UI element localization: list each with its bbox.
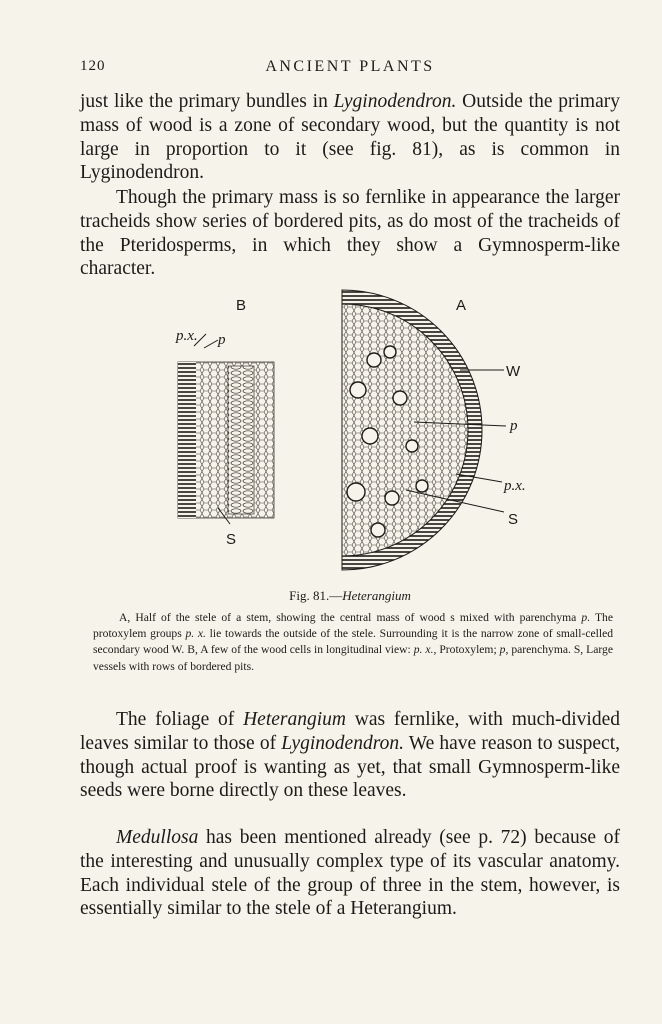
page-number: 120 bbox=[80, 58, 106, 74]
caption-italic-b: p. bbox=[581, 611, 591, 624]
p3-text-c: was fernlike, with much-divided leaves similar to those of bbox=[80, 709, 620, 754]
p3-italic-heterangium: Heterangium bbox=[243, 709, 346, 730]
caption-text-g: Protoxylem; bbox=[436, 643, 500, 657]
paragraph-4 bbox=[80, 826, 620, 921]
page-header bbox=[80, 58, 620, 82]
p4-text-b: has been mentioned already (see p. 72) because of the interesting and unusually complex type of its vascular anatomy. Each individual stele of the group of three in the stem, however, is essentially similar to the stele of a Heterangium. bbox=[80, 827, 620, 920]
paragraph-1 bbox=[80, 90, 620, 185]
caption-genus-name: Heterangium bbox=[342, 588, 411, 603]
p4-italic-medullosa: Medullosa bbox=[116, 827, 199, 848]
figure-caption-body bbox=[93, 610, 613, 675]
figure-label-b: B bbox=[236, 297, 247, 314]
figure-b-label-p: p bbox=[218, 332, 226, 348]
caption-text-c: The protoxylem groups bbox=[93, 611, 613, 641]
p3-italic-lyginodendron: Lyginodendron. bbox=[281, 732, 404, 754]
caption-italic-f: p. x., bbox=[413, 643, 437, 657]
figure-label-w: W bbox=[506, 363, 521, 380]
figure-b-label-s: S bbox=[226, 531, 237, 548]
figure-81-illustration bbox=[170, 286, 550, 586]
p3-text-e: We have reason to suspect, though actual proof is wanting as yet, that small Gymnosperm-like seeds were borne directly on these leaves. bbox=[80, 732, 621, 802]
caption-text-i: parenchyma. S, Large vessels with rows of bordered pits. bbox=[93, 643, 614, 673]
p1-text-a: just like the primary bundles in bbox=[80, 91, 334, 112]
figure-b-label-px: p.x. bbox=[176, 328, 198, 344]
running-title: ANCIENT PLANTS bbox=[265, 58, 435, 75]
p2-text: Though the primary mass is so fernlike in appearance the larger tracheids show series of bordered pits, as do most of the tracheids of the Pteridosperms, in which they show a Gymnosperm-like character. bbox=[80, 187, 620, 280]
p1-italic-lyginodendron: Lyginodendron. bbox=[333, 91, 457, 112]
figure-b-longitudinal-view bbox=[178, 334, 274, 524]
paragraph-2 bbox=[80, 186, 620, 281]
caption-text-a: A, Half of the stele of a stem, showing the central mass of wood s mixed with parenchyma bbox=[119, 611, 582, 624]
p1-text-c: Outside the primary mass of wood is a zone of secondary wood, but the quantity is not large in proportion to it (see fig. 81), as is common in Lyginodendron. bbox=[80, 91, 621, 184]
figure-label-s: S bbox=[508, 511, 519, 528]
figure-label-p: p bbox=[510, 418, 518, 434]
caption-italic-h: p, bbox=[499, 643, 509, 657]
paragraph-3 bbox=[80, 708, 620, 803]
p3-text-a: The foliage of bbox=[116, 709, 244, 730]
figure-a-stele-section bbox=[342, 290, 506, 570]
caption-prefix: Fig. 81.— bbox=[289, 588, 343, 603]
figure-label-px: p.x. bbox=[504, 478, 526, 494]
caption-text-e: lie towards the outside of the stele. Surrounding it is the narrow zone of small-celled secondary wood W. B, A few of the wood cells in longitudinal view: bbox=[93, 627, 614, 657]
figure-label-a: A bbox=[456, 297, 467, 314]
caption-italic-d: p. x. bbox=[185, 627, 206, 641]
figure-caption-title bbox=[80, 588, 620, 604]
